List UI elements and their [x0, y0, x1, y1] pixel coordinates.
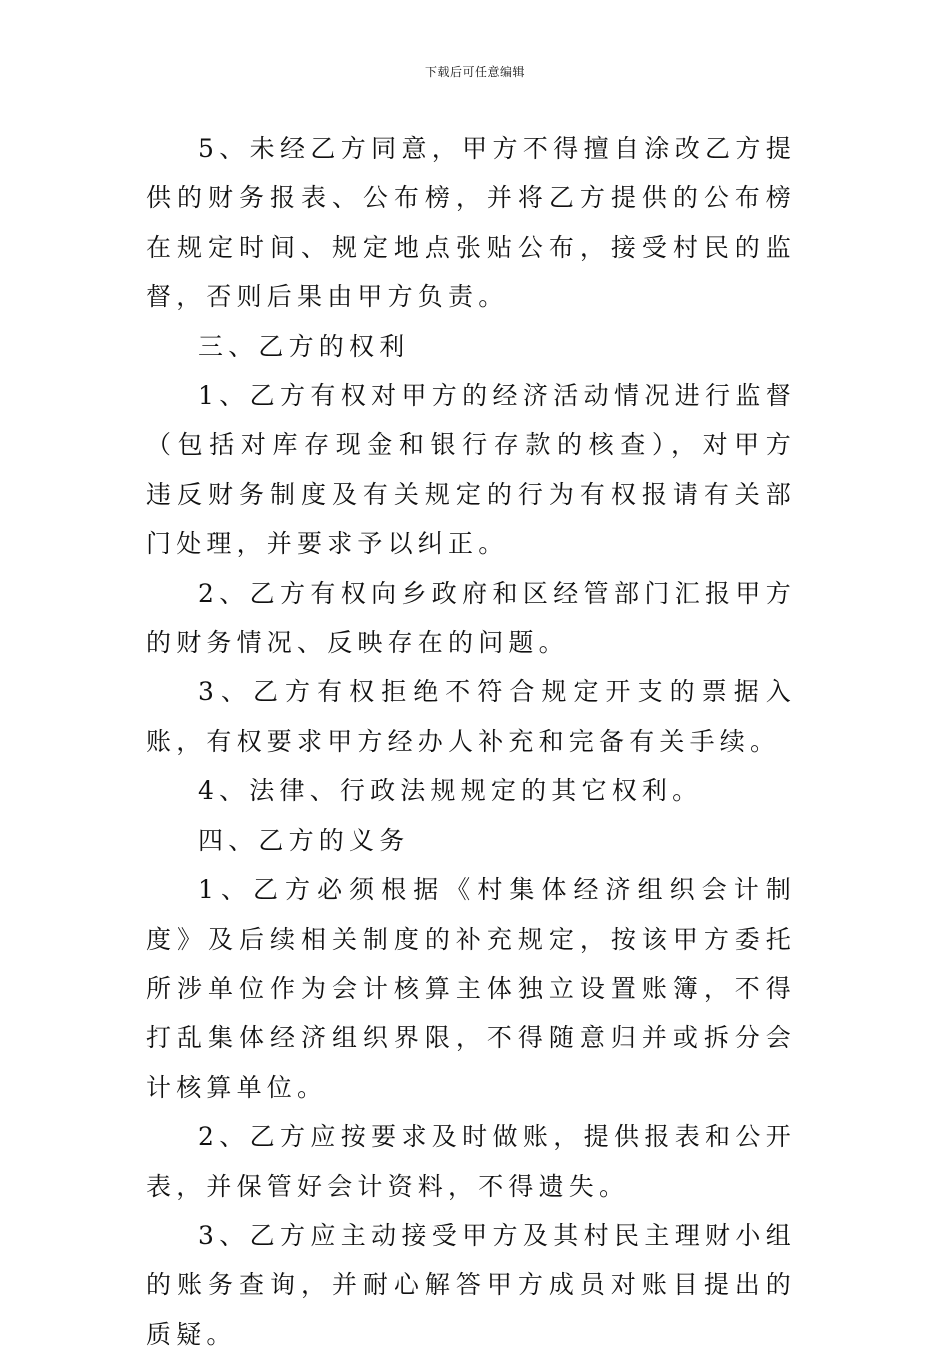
section-heading-rights: 三、乙方的权利 — [198, 331, 410, 361]
paragraph-right-1: 1、乙方有权对甲方的经济活动情况进行监督（包括对库存现金和银行存款的核查），对甲方违反财务制度及有关规定的行为有权报请有关部门处理，并要求予以纠正。 — [146, 381, 796, 559]
paragraph-right-2: 2、乙方有权向乡政府和区经管部门汇报甲方的财务情况、反映存在的问题。 — [146, 578, 796, 658]
paragraph-right-3: 3、乙方有权拒绝不符合规定开支的票据入账，有权要求甲方经办人补充和完备有关手续。 — [146, 677, 796, 756]
section-heading-obligations: 四、乙方的义务 — [198, 825, 410, 855]
page-header-note: 下载后可任意编辑 — [424, 65, 525, 79]
paragraph-obligation-2: 2、乙方应按要求及时做账，提供报表和公开表，并保管好会计资料，不得遗失。 — [146, 1122, 796, 1201]
paragraph-clause-5: 5、未经乙方同意，甲方不得擅自涂改乙方提供的财务报表、公布榜，并将乙方提供的公布榜在规定时间、规定地点张贴公布，接受村民的监督，否则后果由甲方负责。 — [146, 134, 796, 312]
document-body — [146, 124, 796, 1359]
paragraph-right-4: 4、法律、行政法规规定的其它权利。 — [198, 776, 703, 806]
paragraph-obligation-3: 3、乙方应主动接受甲方及其村民主理财小组的账务查询，并耐心解答甲方成员对账目提出的质疑。 — [146, 1220, 796, 1349]
paragraph-obligation-1: 1、乙方必须根据《村集体经济组织会计制度》及后续相关制度的补充规定，按该甲方委托所涉单位作为会计核算主体独立设置账簿，不得打乱集体经济组织界限，不得随意归并或拆分会计核算单位。 — [146, 875, 796, 1102]
